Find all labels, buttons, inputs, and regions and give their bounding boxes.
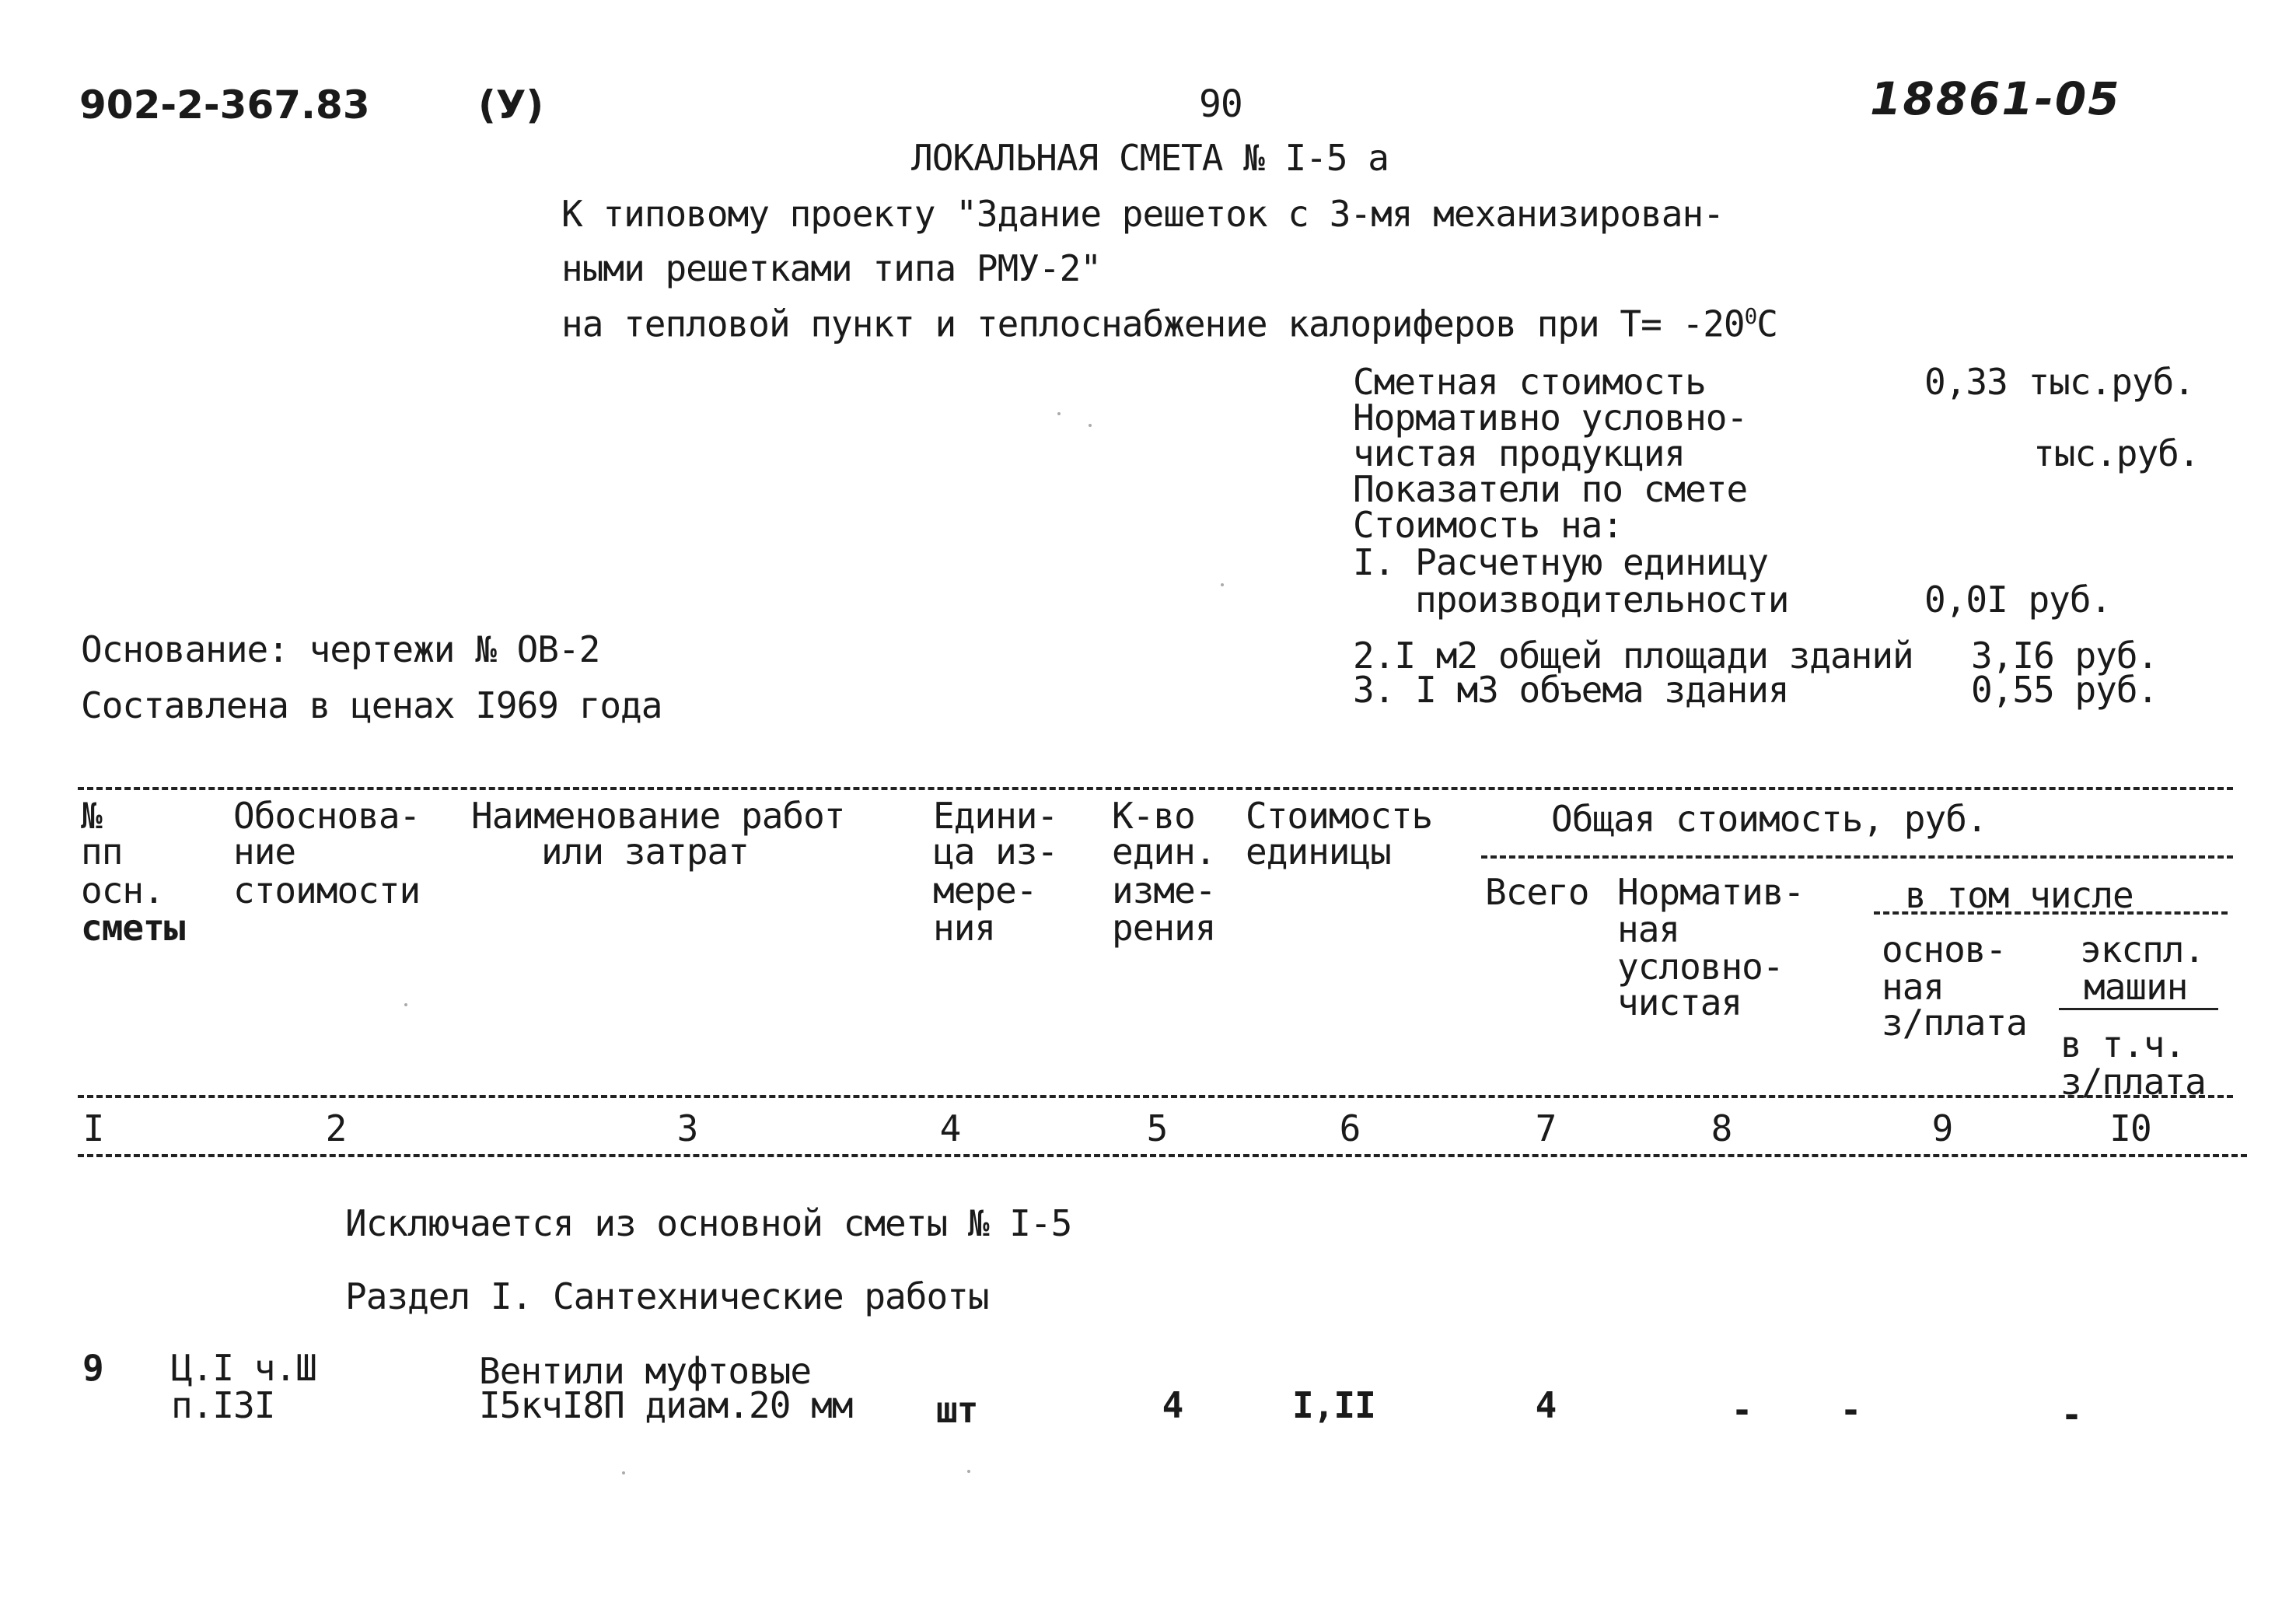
estimate-title: ЛОКАЛЬНАЯ СМЕТА № I-5 а [911,137,1389,179]
header-total-group: Общая стоимость, руб. [1551,798,1987,840]
row-name-line-2: I5кчI8П диам.20 мм [479,1384,853,1426]
net-product-value: тыс.руб. [2033,432,2200,474]
scan-speck [622,1471,625,1474]
row-unit-cost: I,II [1292,1384,1375,1426]
net-product-label-1: Нормативно условно- [1353,397,1748,439]
scan-speck [1057,412,1061,415]
archive-number: 18861-05 [1870,72,2121,125]
excluded-note: Исключается из основной сметы № I-5 [345,1202,1072,1244]
estimated-cost-label: Сметная стоимость [1353,361,1706,403]
row-machines-value: - [2060,1394,2082,1436]
scan-speck [1089,424,1092,427]
row-net-value: - [1731,1389,1753,1431]
row-basis-line-2: п.I3I [171,1384,275,1426]
header-group-rule [1481,855,2233,859]
indicators-label: Показатели по смете [1353,468,1748,510]
row-name-line-1: Вентили муфтовые [479,1350,812,1392]
section-title: Раздел I. Сантехнические работы [345,1275,989,1317]
page-number: 90 [1199,82,1242,126]
basis-text: Основание: чертежи № ОВ-2 [81,628,600,670]
document-mark: (У) [478,82,544,128]
document-code: 902-2-367.83 [79,82,370,128]
scan-speck [1221,583,1224,586]
header-including-rule [1874,911,2228,915]
table-top-rule [78,787,2233,790]
estimated-cost-value: 0,33 тыс.руб. [1924,361,2195,403]
indicator-3-value: 0,55 руб. [1971,669,2158,711]
indicator-2-label: 2.I м2 общей площади зданий [1353,635,1913,677]
row-number: 9 [82,1347,103,1389]
indicator-1-value: 0,0I руб. [1924,579,2112,621]
subtitle-line-3: на тепловой пункт и теплоснабжение калориферов при $Т= -20^0С$ [561,303,1777,345]
header-col-total: Всего [1485,871,1589,913]
scan-speck [404,1003,407,1006]
indicator-2-value: 3,I6 руб. [1971,635,2158,677]
row-total: 4 [1535,1384,1557,1426]
indicator-1-line-2: производительности [1415,579,1789,621]
row-basis-line-1: Ц.I ч.Ш [171,1347,316,1389]
subtitle-line-2: ными решетками типа РМУ-2" [561,247,1102,289]
row-quantity: 4 [1162,1384,1183,1426]
row-salary-value: - [1840,1389,1861,1431]
column-numbers-rule [78,1154,2247,1157]
scan-speck [967,1470,970,1473]
prices-text: Составлена в ценах I969 года [81,684,662,726]
subtitle-line-1: К типовому проекту "Здание решеток с 3-мя механизирован- [561,193,1724,235]
header-including: в том числе [1905,874,2133,916]
indicator-3-label: 3. I м3 объема здания [1353,669,1789,711]
row-unit: шт [936,1389,978,1431]
net-product-label-2: чистая продукция [1353,432,1686,474]
header-bottom-rule [78,1095,2233,1098]
machines-underline [2059,1008,2218,1010]
cost-on-label: Стоимость на: [1353,504,1623,546]
indicator-1-line-1: I. Расчетную единицу [1353,541,1768,583]
